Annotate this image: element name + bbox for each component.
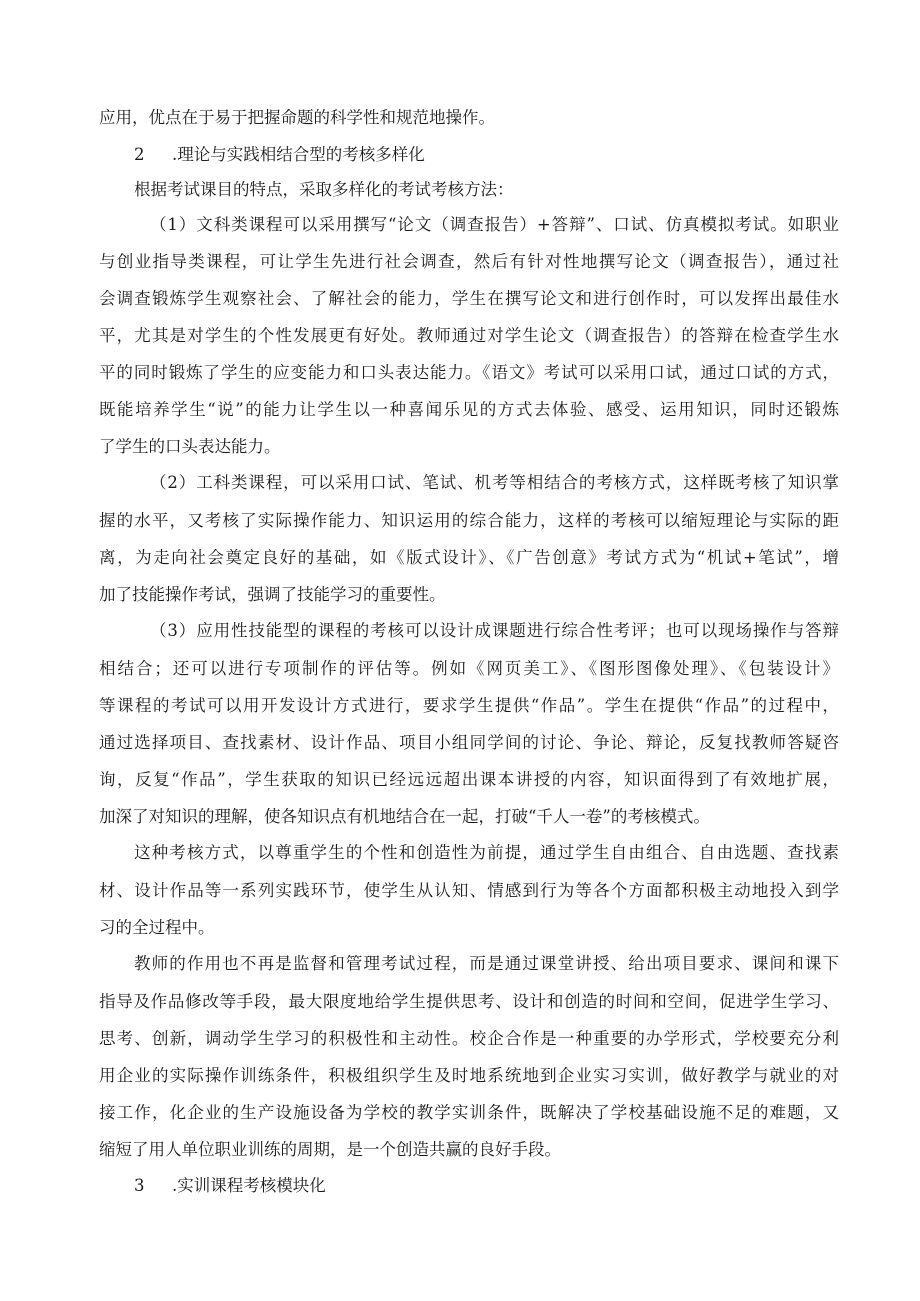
section-title: .实训课程考核模块化	[172, 1176, 326, 1195]
section-number: 3	[134, 1176, 145, 1195]
paragraph-line: 教师的作用也不再是监督和管理考试过程，而是通过课堂讲授、给出项目要求、课间和课下	[134, 954, 839, 973]
paragraph-line: 接工作，化企业的生产设施设备为学校的教学实训条件，既解决了学校基础设施不足的难题，又	[99, 1103, 839, 1122]
section-title: .理论与实践相结合型的考核多样化	[172, 145, 425, 164]
paragraph-line: 了学生的口头表达能力。	[99, 437, 281, 456]
paragraph-line: 平的同时锻炼了学生的应变能力和口头表达能力。《语文》考试可以采用口试，通过口试的方式，	[99, 363, 839, 382]
paragraph-line: 询，反复“作品”，学生获取的知识已经远远超出课本讲授的内容，知识面得到了有效地扩展，	[99, 770, 839, 789]
paragraph-line: 加了技能操作考试，强调了技能学习的重要性。	[99, 585, 446, 604]
paragraph-line: 习的全过程中。	[99, 918, 215, 937]
paragraph-line: （1）文科类课程可以采用撰写“论文（调查报告）+答辩”、口试、仿真模拟考试。如职业	[150, 215, 839, 234]
paragraph-line: 用企业的实际操作训练条件，积极组织学生及时地系统地到企业实习实训，做好教学与就业的对	[99, 1066, 839, 1085]
paragraph-line: 指导及作品修改等手段，最大限度地给学生提供思考、设计和创造的时间和空间，促进学生学习、	[99, 992, 839, 1011]
paragraph-line: 离，为走向社会奠定良好的基础，如《版式设计》、《广告创意》考试方式为“机试+笔试”，增	[99, 548, 839, 567]
paragraph-line: 缩短了用人单位职业训练的周期，是一个创造共赢的良好手段。	[99, 1140, 561, 1159]
paragraph-line: 会调查锻炼学生观察社会、了解社会的能力，学生在撰写论文和进行创作时，可以发挥出最佳水	[99, 289, 839, 308]
section-heading-2	[134, 138, 425, 172]
paragraph-line: 平，尤其是对学生的个性发展更有好处。教师通过对学生论文（调查报告）的答辩在检查学生水	[99, 326, 839, 345]
paragraph-line: 应用，优点在于易于把握命题的科学性和规范地操作。	[99, 108, 495, 127]
paragraph-line: 握的水平，又考核了实际操作能力、知识运用的综合能力，这样的考核可以缩短理论与实际的距	[99, 511, 839, 530]
section-number: 2	[134, 145, 145, 164]
paragraph-line: 这种考核方式，以尊重学生的个性和创造性为前提，通过学生自由组合、自由选题、查找素	[134, 843, 839, 862]
paragraph-line: 既能培养学生“说”的能力让学生以一种喜闻乐见的方式去体验、感受、运用知识，同时还锻炼	[99, 400, 839, 419]
paragraph-line: （3）应用性技能型的课程的考核可以设计成课题进行综合性考评；也可以现场操作与答辩	[150, 621, 839, 640]
paragraph-line: 相结合；还可以进行专项制作的评估等。例如《网页美工》、《图形图像处理》、《包装设计》	[99, 659, 839, 678]
paragraph-line: 根据考试课目的特点，采取多样化的考试考核方法：	[134, 180, 514, 199]
paragraph-line: 等课程的考试可以用开发设计方式进行，要求学生提供“作品”。学生在提供“作品”的过程中，	[99, 696, 839, 715]
paragraph-line: 通过选择项目、查找素材、设计作品、项目小组同学间的讨论、争论、辩论，反复找教师答疑咨	[99, 733, 839, 752]
paragraph-line: 加深了对知识的理解，使各知识点有机地结合在一起，打破“千人一卷”的考核模式。	[99, 807, 710, 826]
paragraph-line: 材、设计作品等一系列实践环节，使学生从认知、情感到行为等各个方面都积极主动地投入到学	[99, 881, 839, 900]
paragraph-line: 与创业指导类课程，可让学生先进行社会调查，然后有针对性地撰写论文（调查报告），通过社	[99, 252, 839, 271]
paragraph-line: （2）工科类课程，可以采用口试、笔试、机考等相结合的考核方式，这样既考核了知识掌	[150, 473, 839, 492]
section-heading-3	[134, 1169, 326, 1203]
paragraph-line: 思考、创新，调动学生学习的积极性和主动性。校企合作是一种重要的办学形式，学校要充分利	[99, 1029, 839, 1048]
